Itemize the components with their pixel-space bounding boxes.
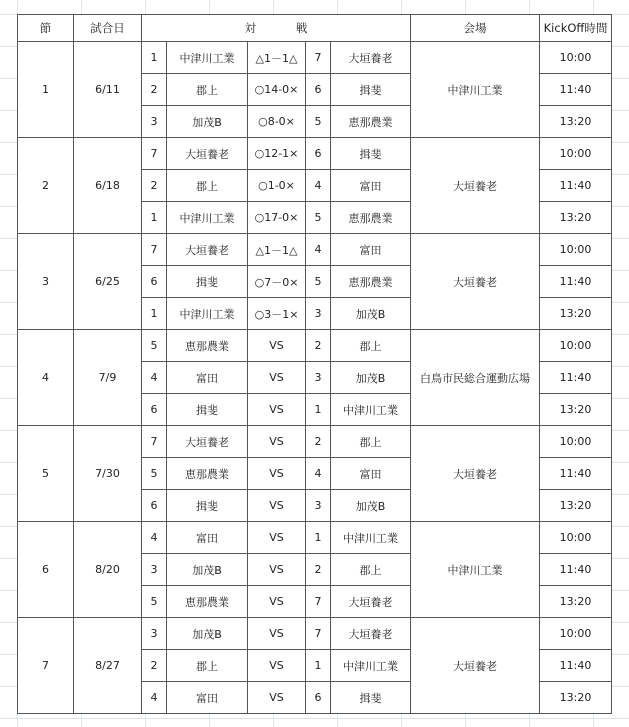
- away-team-cell[interactable]: 加茂B: [331, 298, 411, 330]
- date-cell[interactable]: 7/30: [74, 426, 142, 522]
- score-cell[interactable]: ○3－1×: [248, 298, 306, 330]
- score-cell[interactable]: ○1-0×: [248, 170, 306, 202]
- score-cell[interactable]: VS: [248, 522, 306, 554]
- header-date[interactable]: 試合日: [74, 15, 142, 42]
- away-team-cell[interactable]: 恵那農業: [331, 202, 411, 234]
- venue-cell[interactable]: 大垣養老: [411, 618, 540, 714]
- home-number-cell[interactable]: 2: [142, 170, 167, 202]
- away-number-cell[interactable]: 4: [306, 234, 331, 266]
- home-team-cell[interactable]: 郡上: [167, 170, 248, 202]
- score-cell[interactable]: ○7－0×: [248, 266, 306, 298]
- away-team-cell[interactable]: 中津川工業: [331, 394, 411, 426]
- away-team-cell[interactable]: 加茂B: [331, 490, 411, 522]
- home-number-cell[interactable]: 4: [142, 682, 167, 714]
- score-cell[interactable]: VS: [248, 650, 306, 682]
- venue-cell[interactable]: 白鳥市民総合運動広場: [411, 330, 540, 426]
- home-number-cell[interactable]: 2: [142, 650, 167, 682]
- home-number-cell[interactable]: 7: [142, 234, 167, 266]
- home-number-cell[interactable]: 7: [142, 138, 167, 170]
- kickoff-time-cell[interactable]: 13:20: [540, 682, 612, 714]
- home-team-cell[interactable]: 富田: [167, 522, 248, 554]
- kickoff-time-cell[interactable]: 10:00: [540, 330, 612, 362]
- home-team-cell[interactable]: 揖斐: [167, 266, 248, 298]
- away-number-cell[interactable]: 1: [306, 394, 331, 426]
- home-team-cell[interactable]: 中津川工業: [167, 298, 248, 330]
- away-team-cell[interactable]: 郡上: [331, 426, 411, 458]
- away-team-cell[interactable]: 郡上: [331, 554, 411, 586]
- round-cell[interactable]: 3: [18, 234, 74, 330]
- round-cell[interactable]: 2: [18, 138, 74, 234]
- home-team-cell[interactable]: 中津川工業: [167, 202, 248, 234]
- kickoff-time-cell[interactable]: 11:40: [540, 362, 612, 394]
- away-number-cell[interactable]: 5: [306, 202, 331, 234]
- home-team-cell[interactable]: 富田: [167, 682, 248, 714]
- score-cell[interactable]: △1－1△: [248, 234, 306, 266]
- round-cell[interactable]: 5: [18, 426, 74, 522]
- away-team-cell[interactable]: 中津川工業: [331, 650, 411, 682]
- header-venue[interactable]: 会場: [411, 15, 540, 42]
- score-cell[interactable]: △1－1△: [248, 42, 306, 74]
- match-row: [18, 522, 612, 554]
- away-team-cell[interactable]: 揖斐: [331, 138, 411, 170]
- away-number-cell[interactable]: 1: [306, 522, 331, 554]
- date-cell[interactable]: 6/18: [74, 138, 142, 234]
- away-team-cell[interactable]: 富田: [331, 170, 411, 202]
- score-cell[interactable]: VS: [248, 586, 306, 618]
- home-number-cell[interactable]: 4: [142, 362, 167, 394]
- date-cell[interactable]: 6/11: [74, 42, 142, 138]
- home-number-cell[interactable]: 3: [142, 106, 167, 138]
- home-number-cell[interactable]: 1: [142, 202, 167, 234]
- away-team-cell[interactable]: 大垣養老: [331, 618, 411, 650]
- home-number-cell[interactable]: 2: [142, 74, 167, 106]
- score-cell[interactable]: VS: [248, 362, 306, 394]
- match-row: [18, 618, 612, 650]
- score-cell[interactable]: VS: [248, 426, 306, 458]
- kickoff-time-cell[interactable]: 11:40: [540, 650, 612, 682]
- away-number-cell[interactable]: 3: [306, 362, 331, 394]
- home-team-cell[interactable]: 郡上: [167, 650, 248, 682]
- score-cell[interactable]: ○8-0×: [248, 106, 306, 138]
- score-cell[interactable]: ○14-0×: [248, 74, 306, 106]
- away-team-cell[interactable]: 恵那農業: [331, 266, 411, 298]
- home-number-cell[interactable]: 1: [142, 42, 167, 74]
- score-cell[interactable]: VS: [248, 490, 306, 522]
- home-team-cell[interactable]: 大垣養老: [167, 234, 248, 266]
- home-team-cell[interactable]: 中津川工業: [167, 42, 248, 74]
- kickoff-time-cell[interactable]: 13:20: [540, 586, 612, 618]
- home-number-cell[interactable]: 6: [142, 394, 167, 426]
- home-number-cell[interactable]: 6: [142, 490, 167, 522]
- kickoff-time-cell[interactable]: 10:00: [540, 42, 612, 74]
- kickoff-time-cell[interactable]: 10:00: [540, 234, 612, 266]
- home-number-cell[interactable]: 6: [142, 266, 167, 298]
- away-team-cell[interactable]: 揖斐: [331, 682, 411, 714]
- score-cell[interactable]: ○12-1×: [248, 138, 306, 170]
- away-number-cell[interactable]: 6: [306, 74, 331, 106]
- away-team-cell[interactable]: 郡上: [331, 330, 411, 362]
- score-cell[interactable]: VS: [248, 330, 306, 362]
- away-number-cell[interactable]: 4: [306, 170, 331, 202]
- home-team-cell[interactable]: 恵那農業: [167, 330, 248, 362]
- home-number-cell[interactable]: 5: [142, 586, 167, 618]
- kickoff-time-cell[interactable]: 10:00: [540, 618, 612, 650]
- header-round[interactable]: 節: [18, 15, 74, 42]
- home-team-cell[interactable]: 大垣養老: [167, 426, 248, 458]
- kickoff-time-cell[interactable]: 11:40: [540, 458, 612, 490]
- home-number-cell[interactable]: 7: [142, 426, 167, 458]
- home-team-cell[interactable]: 加茂B: [167, 618, 248, 650]
- kickoff-time-cell[interactable]: 13:20: [540, 106, 612, 138]
- kickoff-time-cell[interactable]: 13:20: [540, 298, 612, 330]
- score-cell[interactable]: VS: [248, 618, 306, 650]
- away-team-cell[interactable]: 大垣養老: [331, 586, 411, 618]
- score-cell[interactable]: VS: [248, 682, 306, 714]
- kickoff-time-cell[interactable]: 13:20: [540, 202, 612, 234]
- away-number-cell[interactable]: 5: [306, 106, 331, 138]
- home-team-cell[interactable]: 郡上: [167, 74, 248, 106]
- venue-cell[interactable]: 大垣養老: [411, 138, 540, 234]
- round-cell[interactable]: 7: [18, 618, 74, 714]
- kickoff-time-cell[interactable]: 11:40: [540, 554, 612, 586]
- kickoff-time-cell[interactable]: 11:40: [540, 74, 612, 106]
- venue-cell[interactable]: 大垣養老: [411, 234, 540, 330]
- match-row: [18, 234, 612, 266]
- away-number-cell[interactable]: 6: [306, 682, 331, 714]
- home-team-cell[interactable]: 恵那農業: [167, 458, 248, 490]
- home-number-cell[interactable]: 5: [142, 330, 167, 362]
- header-match[interactable]: 対 戦: [142, 15, 411, 42]
- match-row: [18, 42, 612, 74]
- round-cell[interactable]: 1: [18, 42, 74, 138]
- away-team-cell[interactable]: 富田: [331, 234, 411, 266]
- away-team-cell[interactable]: 中津川工業: [331, 522, 411, 554]
- match-schedule-table: [17, 14, 612, 714]
- schedule-body: [18, 42, 612, 714]
- away-number-cell[interactable]: 4: [306, 458, 331, 490]
- kickoff-time-cell[interactable]: 13:20: [540, 394, 612, 426]
- away-number-cell[interactable]: 2: [306, 426, 331, 458]
- match-row: [18, 138, 612, 170]
- header-kickoff[interactable]: KickOff時間: [540, 15, 612, 42]
- date-cell[interactable]: 7/9: [74, 330, 142, 426]
- round-cell[interactable]: 6: [18, 522, 74, 618]
- away-team-cell[interactable]: 恵那農業: [331, 106, 411, 138]
- away-number-cell[interactable]: 2: [306, 330, 331, 362]
- away-team-cell[interactable]: 加茂B: [331, 362, 411, 394]
- home-team-cell[interactable]: 揖斐: [167, 394, 248, 426]
- home-team-cell[interactable]: 加茂B: [167, 106, 248, 138]
- home-team-cell[interactable]: 大垣養老: [167, 138, 248, 170]
- home-number-cell[interactable]: 3: [142, 618, 167, 650]
- match-row: [18, 330, 612, 362]
- kickoff-time-cell[interactable]: 13:20: [540, 490, 612, 522]
- away-number-cell[interactable]: 6: [306, 138, 331, 170]
- away-team-cell[interactable]: 揖斐: [331, 74, 411, 106]
- date-cell[interactable]: 8/20: [74, 522, 142, 618]
- venue-cell[interactable]: 大垣養老: [411, 426, 540, 522]
- round-cell[interactable]: 4: [18, 330, 74, 426]
- away-number-cell[interactable]: 2: [306, 554, 331, 586]
- score-cell[interactable]: VS: [248, 458, 306, 490]
- kickoff-time-cell[interactable]: 10:00: [540, 426, 612, 458]
- away-team-cell[interactable]: 大垣養老: [331, 42, 411, 74]
- venue-cell[interactable]: 中津川工業: [411, 522, 540, 618]
- away-number-cell[interactable]: 1: [306, 650, 331, 682]
- score-cell[interactable]: VS: [248, 554, 306, 586]
- date-cell[interactable]: 8/27: [74, 618, 142, 714]
- away-number-cell[interactable]: 7: [306, 586, 331, 618]
- score-cell[interactable]: VS: [248, 394, 306, 426]
- away-number-cell[interactable]: 7: [306, 42, 331, 74]
- kickoff-time-cell[interactable]: 11:40: [540, 266, 612, 298]
- home-team-cell[interactable]: 富田: [167, 362, 248, 394]
- kickoff-time-cell[interactable]: 10:00: [540, 522, 612, 554]
- home-number-cell[interactable]: 3: [142, 554, 167, 586]
- home-team-cell[interactable]: 恵那農業: [167, 586, 248, 618]
- home-number-cell[interactable]: 5: [142, 458, 167, 490]
- date-cell[interactable]: 6/25: [74, 234, 142, 330]
- home-team-cell[interactable]: 加茂B: [167, 554, 248, 586]
- away-team-cell[interactable]: 富田: [331, 458, 411, 490]
- venue-cell[interactable]: 中津川工業: [411, 42, 540, 138]
- home-number-cell[interactable]: 1: [142, 298, 167, 330]
- away-number-cell[interactable]: 5: [306, 266, 331, 298]
- away-number-cell[interactable]: 7: [306, 618, 331, 650]
- away-number-cell[interactable]: 3: [306, 298, 331, 330]
- spreadsheet-area: [17, 14, 612, 714]
- header-row: [18, 15, 612, 42]
- kickoff-time-cell[interactable]: 11:40: [540, 170, 612, 202]
- away-number-cell[interactable]: 3: [306, 490, 331, 522]
- home-team-cell[interactable]: 揖斐: [167, 490, 248, 522]
- kickoff-time-cell[interactable]: 10:00: [540, 138, 612, 170]
- score-cell[interactable]: ○17-0×: [248, 202, 306, 234]
- match-row: [18, 426, 612, 458]
- home-number-cell[interactable]: 4: [142, 522, 167, 554]
